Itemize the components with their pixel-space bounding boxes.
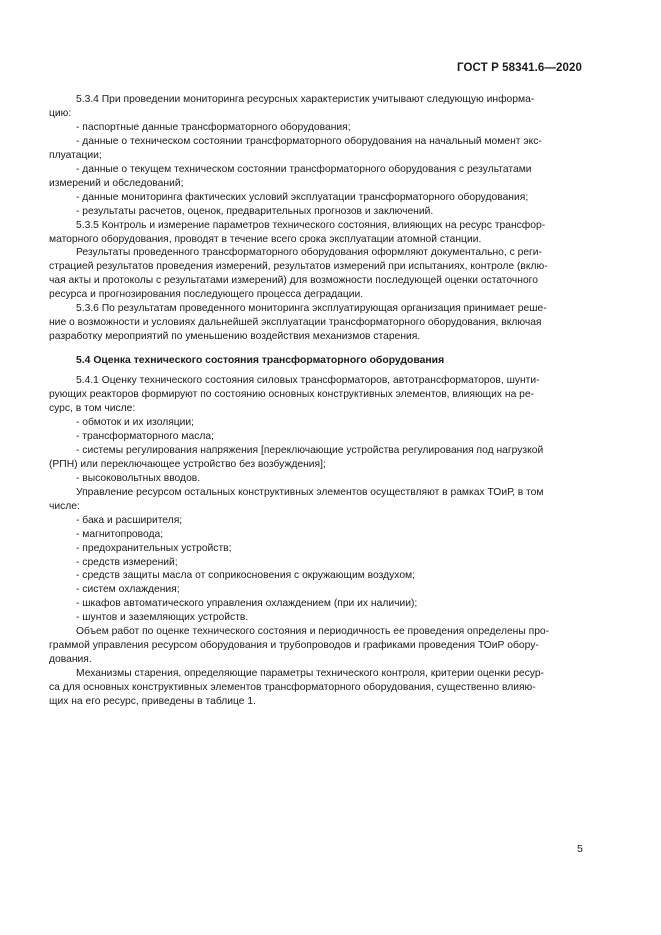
- paragraph-line: чая акты и протоколы с результатами измерений) для возможности последующей оценки остаточного: [49, 275, 538, 287]
- list-item: - средств защиты масла от соприкосновения с окружающим воздухом;: [76, 570, 415, 582]
- list-item: - обмоток и их изоляции;: [76, 416, 195, 428]
- paragraph-line: Механизмы старения, определяющие параметры технического контроля, критерии оценки ресур-: [76, 668, 544, 680]
- list-item: - трансформаторного масла;: [76, 430, 214, 442]
- list-item: - шунтов и заземляющих устройств.: [76, 612, 249, 624]
- list-item: - средств измерений;: [76, 556, 178, 568]
- paragraph-5-3-6: 5.3.6 По результатам проведенного мониторинга эксплуатирующая организация принимает реше-: [76, 303, 547, 315]
- section-title: 5.4 Оценка технического состояния трансформаторного оборудования: [76, 355, 445, 367]
- list-item: - результаты расчетов, оценок, предварительных прогнозов и заключений.: [76, 205, 434, 217]
- paragraph-line: сурс, в том числе:: [49, 403, 136, 415]
- list-item: - шкафов автоматического управления охлаждением (при их наличии);: [76, 598, 418, 610]
- list-item: - предохранительных устройств;: [76, 542, 232, 554]
- list-item-cont: плуатации;: [49, 149, 102, 161]
- paragraph-line: маторного оборудования, проводят в течение всего срока эксплуатации атомной станции.: [49, 233, 482, 245]
- paragraph-line: щих на его ресурс, приведены в таблице 1.: [49, 696, 256, 708]
- paragraph-line: ние о возможности и условиях дальнейшей эксплуатации трансформаторного оборудования, включая: [49, 317, 542, 329]
- paragraph-line: Управление ресурсом остальных конструктивных элементов осуществляют в рамках ТОиР, в том: [76, 486, 544, 498]
- list-item: - высоковольтных вводов.: [76, 472, 201, 484]
- document-body: [49, 93, 585, 709]
- paragraph-line: дования.: [49, 654, 92, 666]
- paragraph-line: Объем работ по оценке технического состояния и периодичность ее проведения определены про-: [76, 626, 550, 638]
- paragraph-5-3-4: 5.3.4 При проведении мониторинга ресурсных характеристик учитывают следующую информа-: [76, 94, 535, 105]
- document-header: ГОСТ Р 58341.6—2020: [457, 62, 582, 74]
- list-item: - магнитопровода;: [76, 528, 164, 540]
- paragraph-line: Результаты проведенного трансформаторного оборудования оформляют документально, с реги-: [76, 247, 542, 259]
- paragraph-5-4-1: 5.4.1 Оценку технического состояния силовых трансформаторов, автотрансформаторов, шунти-: [76, 375, 540, 387]
- page-number: 5: [577, 843, 583, 855]
- list-item: - паспортные данные трансформаторного оборудования;: [76, 121, 351, 133]
- paragraph-line: ресурса и прогнозирования последующего процесса деградации.: [49, 289, 364, 301]
- list-item-cont: измерений и обследований;: [49, 177, 184, 189]
- paragraph-line: числе:: [49, 500, 80, 512]
- paragraph-line: са для основных конструктивных элементов трансформаторного оборудования, существенно влияю-: [49, 682, 536, 694]
- list-item: - данные о техническом состоянии трансформаторного оборудования на начальный момент экс-: [76, 135, 542, 147]
- list-item: - системы регулирования напряжения [переключающие устройства регулирования под нагрузкой: [76, 444, 544, 456]
- paragraph-5-3-4-cont: цию:: [49, 107, 72, 119]
- list-item: - данные мониторинга фактических условий эксплуатации трансформаторного оборудования;: [76, 191, 529, 203]
- list-item-cont: (РПН) или переключающее устройство без возбуждения];: [49, 458, 326, 470]
- paragraph-line: разработку мероприятий по уменьшению воздействия механизмов старения.: [49, 331, 421, 343]
- list-item: - данные о текущем техническом состоянии трансформаторного оборудования с результатами: [76, 163, 532, 175]
- paragraph-5-3-5: 5.3.5 Контроль и измерение параметров технического состояния, влияющих на ресурс трансфор-: [76, 219, 546, 231]
- paragraph-line: граммой управления ресурсом оборудования и трубопроводов и графиками проведения ТОиР обору-: [49, 640, 539, 652]
- paragraph-line: страцией результатов проведения измерений, результатов измерений при испытаниях, контроле (вклю-: [49, 261, 548, 273]
- list-item: - бака и расширителя;: [76, 514, 183, 526]
- paragraph-line: рующих реакторов формируют по состоянию основных конструктивных элементов, влияющих на ре-: [49, 389, 535, 401]
- list-item: - систем охлаждения;: [76, 584, 180, 596]
